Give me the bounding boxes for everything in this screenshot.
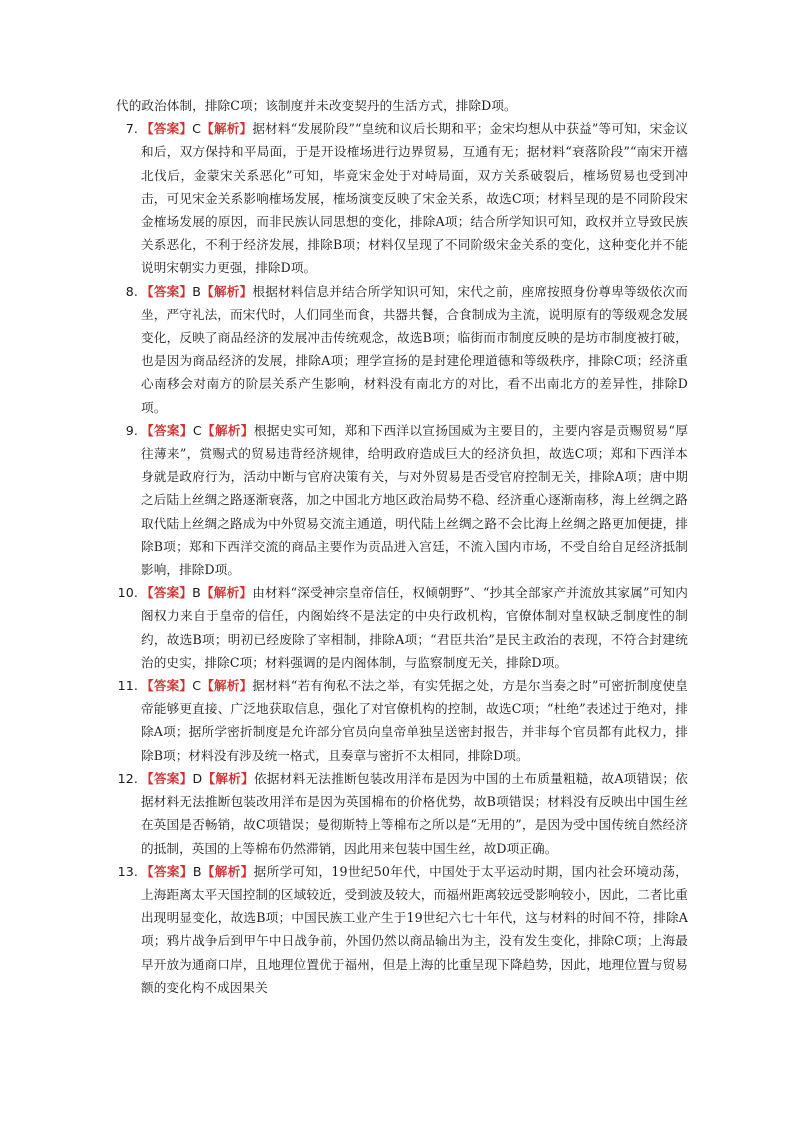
item-number: 13.: [117, 863, 138, 879]
answer-tag: 【答案】: [141, 863, 193, 879]
answer-tag: 【答案】: [141, 283, 193, 299]
answer-item-13: [116, 860, 688, 999]
analysis-tag: 【解析】: [201, 121, 253, 137]
answer-letter: B: [192, 283, 202, 299]
answer-item-9: [116, 419, 688, 581]
analysis-text: 根据史实可知，郑和下西洋以宣扬国威为主要目的，主要内容是贡赐贸易“厚往薄来”，赏赐式的贸易违背经济规律，给明政府造成巨大的经济负担，故选C项；郑和下西洋本身就是政府行为，活动中断与官府决策有关，与对外贸易是否受官府控制无关，排除A项；唐中期之后陆上丝绸之路逐渐衰落，加之中国北方地区政治局势不稳、经济重心逐渐南移，海上丝绸之路取代陆上丝绸之路成为中外贸易交流主通道，明代陆上丝绸之路不会比海上丝绸之路更加便捷，排除B项；郑和下西洋交流的商品主要作为贡品进入宫廷，不流入国内市场，不受自给自足经济抵制影响，排除D项。: [141, 422, 689, 578]
item-number: 7.: [125, 121, 138, 137]
answer-item-11: [116, 674, 688, 767]
item-number: 12.: [117, 770, 138, 786]
analysis-text: 据材料“发展阶段”“皇统和议后长期和平；金宋均想从中获益”等可知，宋金议和后，双方保持和平局面，于是开设榷场进行边界贸易，互通有无；据材料“衰落阶段”“南宋开禧北伐后，金蒙宋关系恶化”可知，毕竟宋金处于对峙局面，双方关系破裂后，榷场贸易也受到冲击，可见宋金关系影响榷场发展，榷场演变反映了宋金关系，故选C项；材料呈现的是不同阶段宋金榷场发展的原因，而非民族认同思想的变化，排除A项；结合所学知识可知，政权并立导致民族关系恶化，不利于经济发展，排除B项；材料仅呈现了不同阶级宋金关系的变化，这种变化并不能说明宋朝实力更强，排除D项。: [141, 121, 688, 276]
answer-tag: 【答案】: [141, 678, 193, 694]
item-number: 11.: [117, 678, 138, 694]
answer-letter: C: [192, 678, 202, 694]
answer-key: [116, 94, 688, 999]
item-number: 10.: [117, 585, 138, 601]
intro-paragraph: [116, 94, 688, 117]
analysis-text: 由材料“深受神宗皇帝信任，权倾朝野”、“抄其全部家产并流放其家属”可知内阁权力来自于皇帝的信任，内阁始终不是法定的中央行政机构，官僚体制对皇权缺乏制度性的制约，故选B项；明初已经废除了宰相制，排除A项；“君臣共治”是民主政治的表现，不符合封建统治的史实，排除C项；材料强调的是内阁体制，与监察制度无关，排除D项。: [141, 585, 688, 670]
answer-item-7: [116, 117, 688, 279]
answer-letter: C: [192, 422, 202, 438]
item-number: 8.: [125, 283, 138, 299]
analysis-text: 据所学可知，19世纪50年代，中国处于太平运动时期，国内社会环境动荡，上海距离太平天国控制的区域较近，受到波及较大，而福州距离较远受影响较小，因此，二者比重出现明显变化，故选B项；中国民族工业产生于19世纪六七十年代，这与材料的时间不符，排除A项；鸦片战争后到甲午中日战争前，外国仍然以商品输出为主，没有发生变化，排除C项；上海最早开放为通商口岸，且地理位置优于福州，但是上海的比重呈现下降趋势，因此，地理位置与贸易额的变化构不成因果关: [141, 863, 688, 995]
answer-letter: C: [192, 121, 202, 137]
analysis-tag: 【解析】: [200, 585, 253, 601]
answer-tag: 【答案】: [141, 770, 193, 786]
answer-tag: 【答案】: [141, 585, 193, 601]
answer-item-8: [116, 280, 688, 419]
intro-text: 代的政治体制，排除C项；该制度并未改变契丹的生活方式，排除D项。: [116, 98, 517, 113]
answer-tag: 【答案】: [141, 422, 193, 438]
analysis-text: 据材料“若有徇私不法之举，有实凭据之处，方是尔当奏之时”可密折制度使皇帝能够更直接、广泛地获取信息，强化了对官僚机构的控制，故选C项；“杜绝”表述过于绝对，排除A项；据所学密折制度是允许部分官员向皇帝单独呈送密封报告，并非每个官员都有此权力，排除B项；材料没有涉及统一格式，且奏章与密折不太相同，排除D项。: [141, 678, 688, 763]
analysis-tag: 【解析】: [201, 422, 254, 438]
item-number: 9.: [125, 422, 138, 438]
analysis-tag: 【解析】: [202, 770, 254, 786]
analysis-tag: 【解析】: [201, 678, 253, 694]
analysis-tag: 【解析】: [201, 863, 254, 879]
answer-tag: 【答案】: [141, 121, 193, 137]
analysis-text: 根据材料信息并结合所学知识可知，宋代之前，座席按照身份尊卑等级依次而坐，严守礼法，而宋代时，人们同坐而食，共器共餐，合食制成为主流，说明原有的等级观念发展变化，反映了商品经济的发展冲击传统观念，故选B项；临街而市制度反映的是坊市制度被打破，也是因为商品经济的发展，排除A项；理学宣扬的是封建伦理道德和等级秩序，排除C项；经济重心南移会对南方的阶层关系产生影响，材料没有南北方的对比，看不出南北方的差异性，排除D项。: [141, 283, 688, 415]
answer-item-12: [116, 767, 688, 860]
answer-letter: B: [192, 863, 202, 879]
answer-letter: D: [192, 770, 203, 786]
analysis-text: 依据材料无法推断包装改用洋布是因为中国的土布质量粗糙，故A项错误；依据材料无法推断包装改用洋布是因为英国棉布的价格优势，故B项错误；材料没有反映出中国生丝在英国是否畅销，故C项错误；曼彻斯特上等棉布之所以是“无用的”，是因为受中国传统自然经济的抵制，英国的上等棉布仍然滞销，因此用来包装中国生丝，故D项正确。: [141, 770, 688, 856]
analysis-tag: 【解析】: [201, 283, 253, 299]
answer-letter: B: [192, 585, 201, 601]
answer-item-10: [116, 581, 688, 674]
